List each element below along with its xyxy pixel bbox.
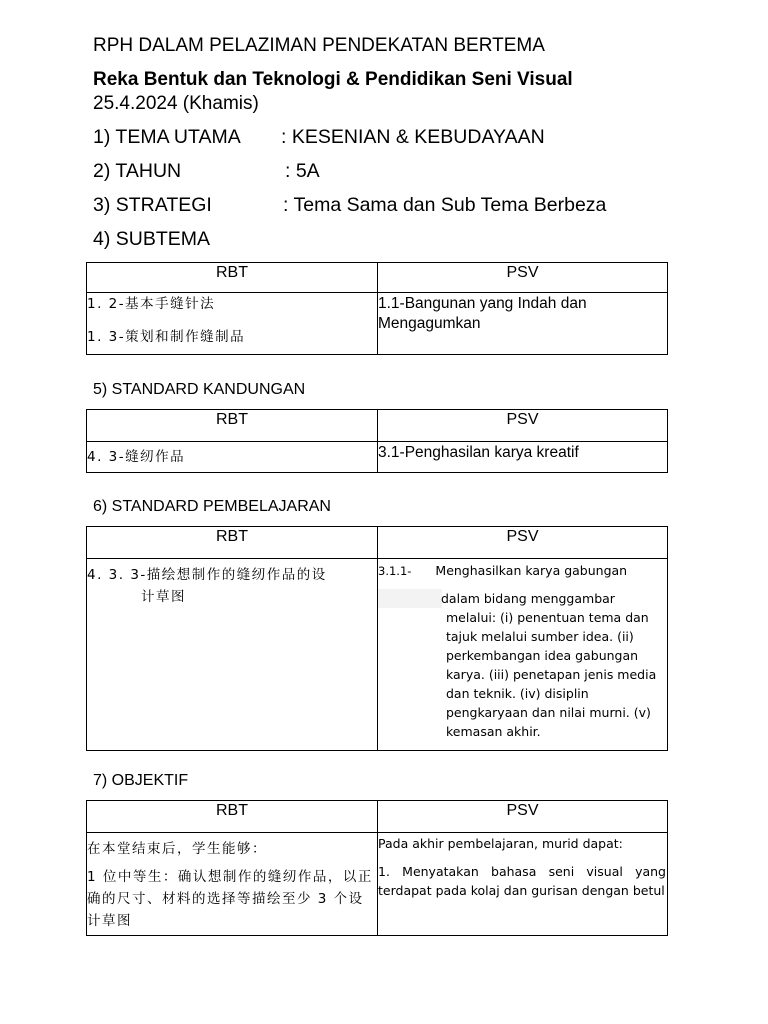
psv-header: PSV bbox=[378, 263, 668, 293]
objektif-psv-item: 1. Menyatakan bahasa seni visual yang terdapat pada kolaj dan gurisan dengan betul bbox=[378, 864, 666, 898]
subtema-psv-cell: 1.1-Bangunan yang Indah dan Mengagumkan bbox=[378, 293, 668, 355]
subject-title: Reka Bentuk dan Teknologi & Pendidikan Seni Visual bbox=[93, 69, 573, 90]
psv-header: PSV bbox=[378, 527, 668, 559]
strategi-row bbox=[93, 194, 653, 218]
rbt-header: RBT bbox=[87, 410, 378, 442]
strategi-label: 3) STRATEGI bbox=[93, 194, 212, 216]
objektif-psv-intro: Pada akhir pembelajaran, murid dapat: bbox=[378, 836, 623, 851]
objektif-heading: 7) OBJEKTIF bbox=[93, 772, 189, 789]
tema-utama-value: : KESENIAN & KEBUDAYAAN bbox=[281, 126, 545, 148]
subtema-heading: 4) SUBTEMA bbox=[93, 228, 211, 250]
objektif-rbt-cell bbox=[87, 833, 378, 936]
strategi-value: : Tema Sama dan Sub Tema Berbeza bbox=[283, 194, 607, 216]
standard-kandungan-heading: 5) STANDARD KANDUNGAN bbox=[93, 381, 306, 398]
lesson-date: 25.4.2024 (Khamis) bbox=[93, 93, 259, 114]
standard-pembelajaran-psv-cell bbox=[378, 559, 668, 751]
standard-kandungan-psv: 3.1-Penghasilan karya kreatif bbox=[378, 442, 668, 473]
subtema-rbt-cell bbox=[87, 293, 378, 355]
document-title: RPH DALAM PELAZIMAN PENDEKATAN BERTEMA bbox=[93, 35, 545, 56]
objektif-rbt-item: 1 位中等生：确认想制作的缝纫作品，以正确的尺寸、材料的选择等描绘至少 3 个设计草图 bbox=[87, 869, 373, 929]
standard-pembelajaran-rbt-line-1: 4. 3. 3-描绘想制作的缝纫作品的设 bbox=[87, 567, 327, 583]
objektif-table bbox=[86, 800, 668, 936]
standard-pembelajaran-rbt-line-2: 计草图 bbox=[141, 589, 186, 605]
standard-pembelajaran-table bbox=[86, 526, 668, 751]
rbt-header: RBT bbox=[87, 263, 378, 293]
tahun-value: : 5A bbox=[285, 160, 320, 182]
standard-pembelajaran-psv-line-1: Menghasilkan karya gabungan bbox=[435, 563, 628, 578]
standard-pembelajaran-psv-line-2: dalam bidang menggambar bbox=[378, 589, 667, 608]
standard-pembelajaran-rbt-cell bbox=[87, 559, 378, 751]
tahun-row bbox=[93, 160, 653, 184]
objektif-rbt-intro: 在本堂结束后，学生能够： bbox=[87, 841, 267, 857]
psv-header: PSV bbox=[378, 801, 668, 833]
subtema-rbt-line-2: 1. 3-策划和制作缝制品 bbox=[87, 329, 246, 345]
standard-pembelajaran-psv-code: 3.1.1- bbox=[378, 564, 412, 578]
rbt-header: RBT bbox=[87, 527, 378, 559]
psv-header: PSV bbox=[378, 410, 668, 442]
standard-pembelajaran-psv-rest: melalui: (i) penentuan tema dan tajuk melalui sumber idea. (ii) perkembangan idea gabungan karya. (iii) penetapan jenis media dan teknik. (iv) disiplin pengkaryaan dan nilai murni. (v) kemasan akhir. bbox=[446, 610, 657, 739]
standard-kandungan-table bbox=[86, 409, 668, 473]
tahun-label: 2) TAHUN bbox=[93, 160, 182, 182]
tema-utama-label: 1) TEMA UTAMA bbox=[93, 126, 241, 148]
standard-pembelajaran-heading: 6) STANDARD PEMBELAJARAN bbox=[93, 498, 331, 515]
rbt-header: RBT bbox=[87, 801, 378, 833]
subtema-table bbox=[86, 262, 668, 355]
tema-utama-row bbox=[93, 126, 653, 150]
subtema-rbt-line-1: 1. 2-基本手缝针法 bbox=[87, 296, 216, 312]
standard-kandungan-rbt: 4. 3-缝纫作品 bbox=[87, 442, 378, 473]
objektif-psv-cell bbox=[378, 833, 668, 936]
